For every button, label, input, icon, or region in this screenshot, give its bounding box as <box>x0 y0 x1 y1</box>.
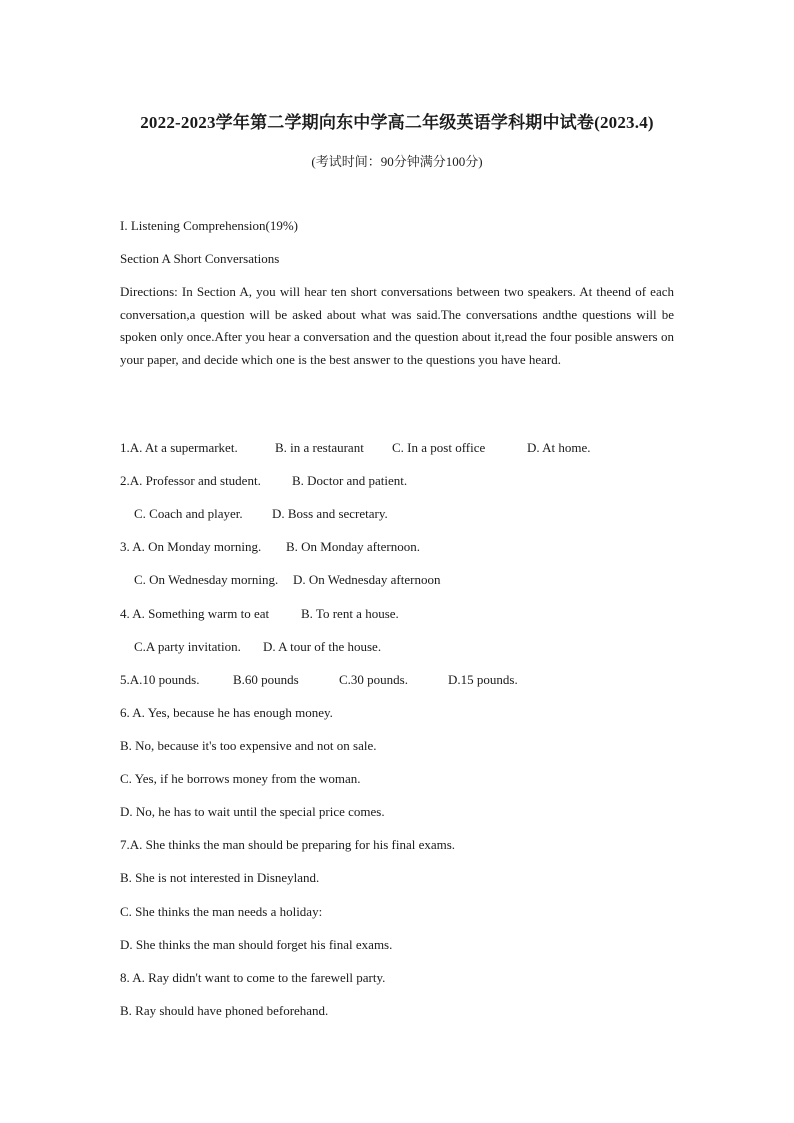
q2-option-d: D. Boss and secretary. <box>272 506 388 521</box>
q5-option-b: B.60 pounds <box>233 672 299 687</box>
q5-option-d: D.15 pounds. <box>448 672 518 687</box>
q8-option-a: 8. A. Ray didn't want to come to the farewell party. <box>120 970 386 985</box>
question-4-line-1 <box>120 606 399 622</box>
q7-option-a: 7.A. She thinks the man should be preparing for his final exams. <box>120 837 456 852</box>
q6-option-d: D. No, he has to wait until the special price comes. <box>120 804 385 819</box>
part-heading: I. Listening Comprehension(19%) <box>120 218 298 233</box>
directions-paragraph: Directions: In Section A, you will hear ten short conversations between two speakers. At theend of each conversation,a question will be asked about what was said.The conversations andthe questions will be spoken only once.After you hear a conversation and the question about it,read the four posible answers on your paper, and decide which one is the best answer to the questions you have heard. <box>120 284 674 367</box>
question-2-line-1 <box>120 473 407 489</box>
q6-option-a: 6. A. Yes, because he has enough money. <box>120 705 333 720</box>
q1-option-a: 1.A. At a supermarket. <box>120 440 238 455</box>
q4-option-d: D. A tour of the house. <box>263 639 382 654</box>
question-1 <box>120 440 591 456</box>
q3-option-a: 3. A. On Monday morning. <box>120 539 262 554</box>
q7-option-c: C. She thinks the man needs a holiday: <box>120 904 323 919</box>
question-4-line-2 <box>134 639 381 655</box>
q4-option-b: B. To rent a house. <box>301 606 399 621</box>
section-heading: Section A Short Conversations <box>120 251 280 266</box>
q1-option-d: D. At home. <box>527 440 591 455</box>
q8-option-b: B. Ray should have phoned beforehand. <box>120 1003 329 1018</box>
q7-option-d: D. She thinks the man should forget his final exams. <box>120 937 393 952</box>
question-2-line-2 <box>134 506 388 522</box>
q5-option-c: C.30 pounds. <box>339 672 408 687</box>
question-3-line-1 <box>120 539 420 555</box>
q3-option-c: C. On Wednesday morning. <box>134 572 279 587</box>
q2-option-c: C. Coach and player. <box>134 506 243 521</box>
q2-option-b: B. Doctor and patient. <box>292 473 408 488</box>
question-3-line-2 <box>134 572 440 588</box>
q2-option-a: 2.A. Professor and student. <box>120 473 261 488</box>
q5-option-a: 5.A.10 pounds. <box>120 672 200 687</box>
q6-option-b: B. No, because it's too expensive and not on sale. <box>120 738 377 753</box>
q7-option-b: B. She is not interested in Disneyland. <box>120 870 320 885</box>
question-5 <box>120 672 518 688</box>
q3-option-d: D. On Wednesday afternoon <box>293 572 441 587</box>
q4-option-a: 4. A. Something warm to eat <box>120 606 270 621</box>
q4-option-c: C.A party invitation. <box>134 639 241 654</box>
q1-option-b: B. in a restaurant <box>275 440 364 455</box>
q3-option-b: B. On Monday afternoon. <box>286 539 420 554</box>
q6-option-c: C. Yes, if he borrows money from the woman. <box>120 771 361 786</box>
exam-title: 2022-2023学年第二学期向东中学高二年级英语学科期中试卷(2023.4) <box>140 113 654 132</box>
q1-option-c: C. In a post office <box>392 440 486 455</box>
exam-subtitle: (考试时间：90分钟满分100分) <box>311 154 483 169</box>
